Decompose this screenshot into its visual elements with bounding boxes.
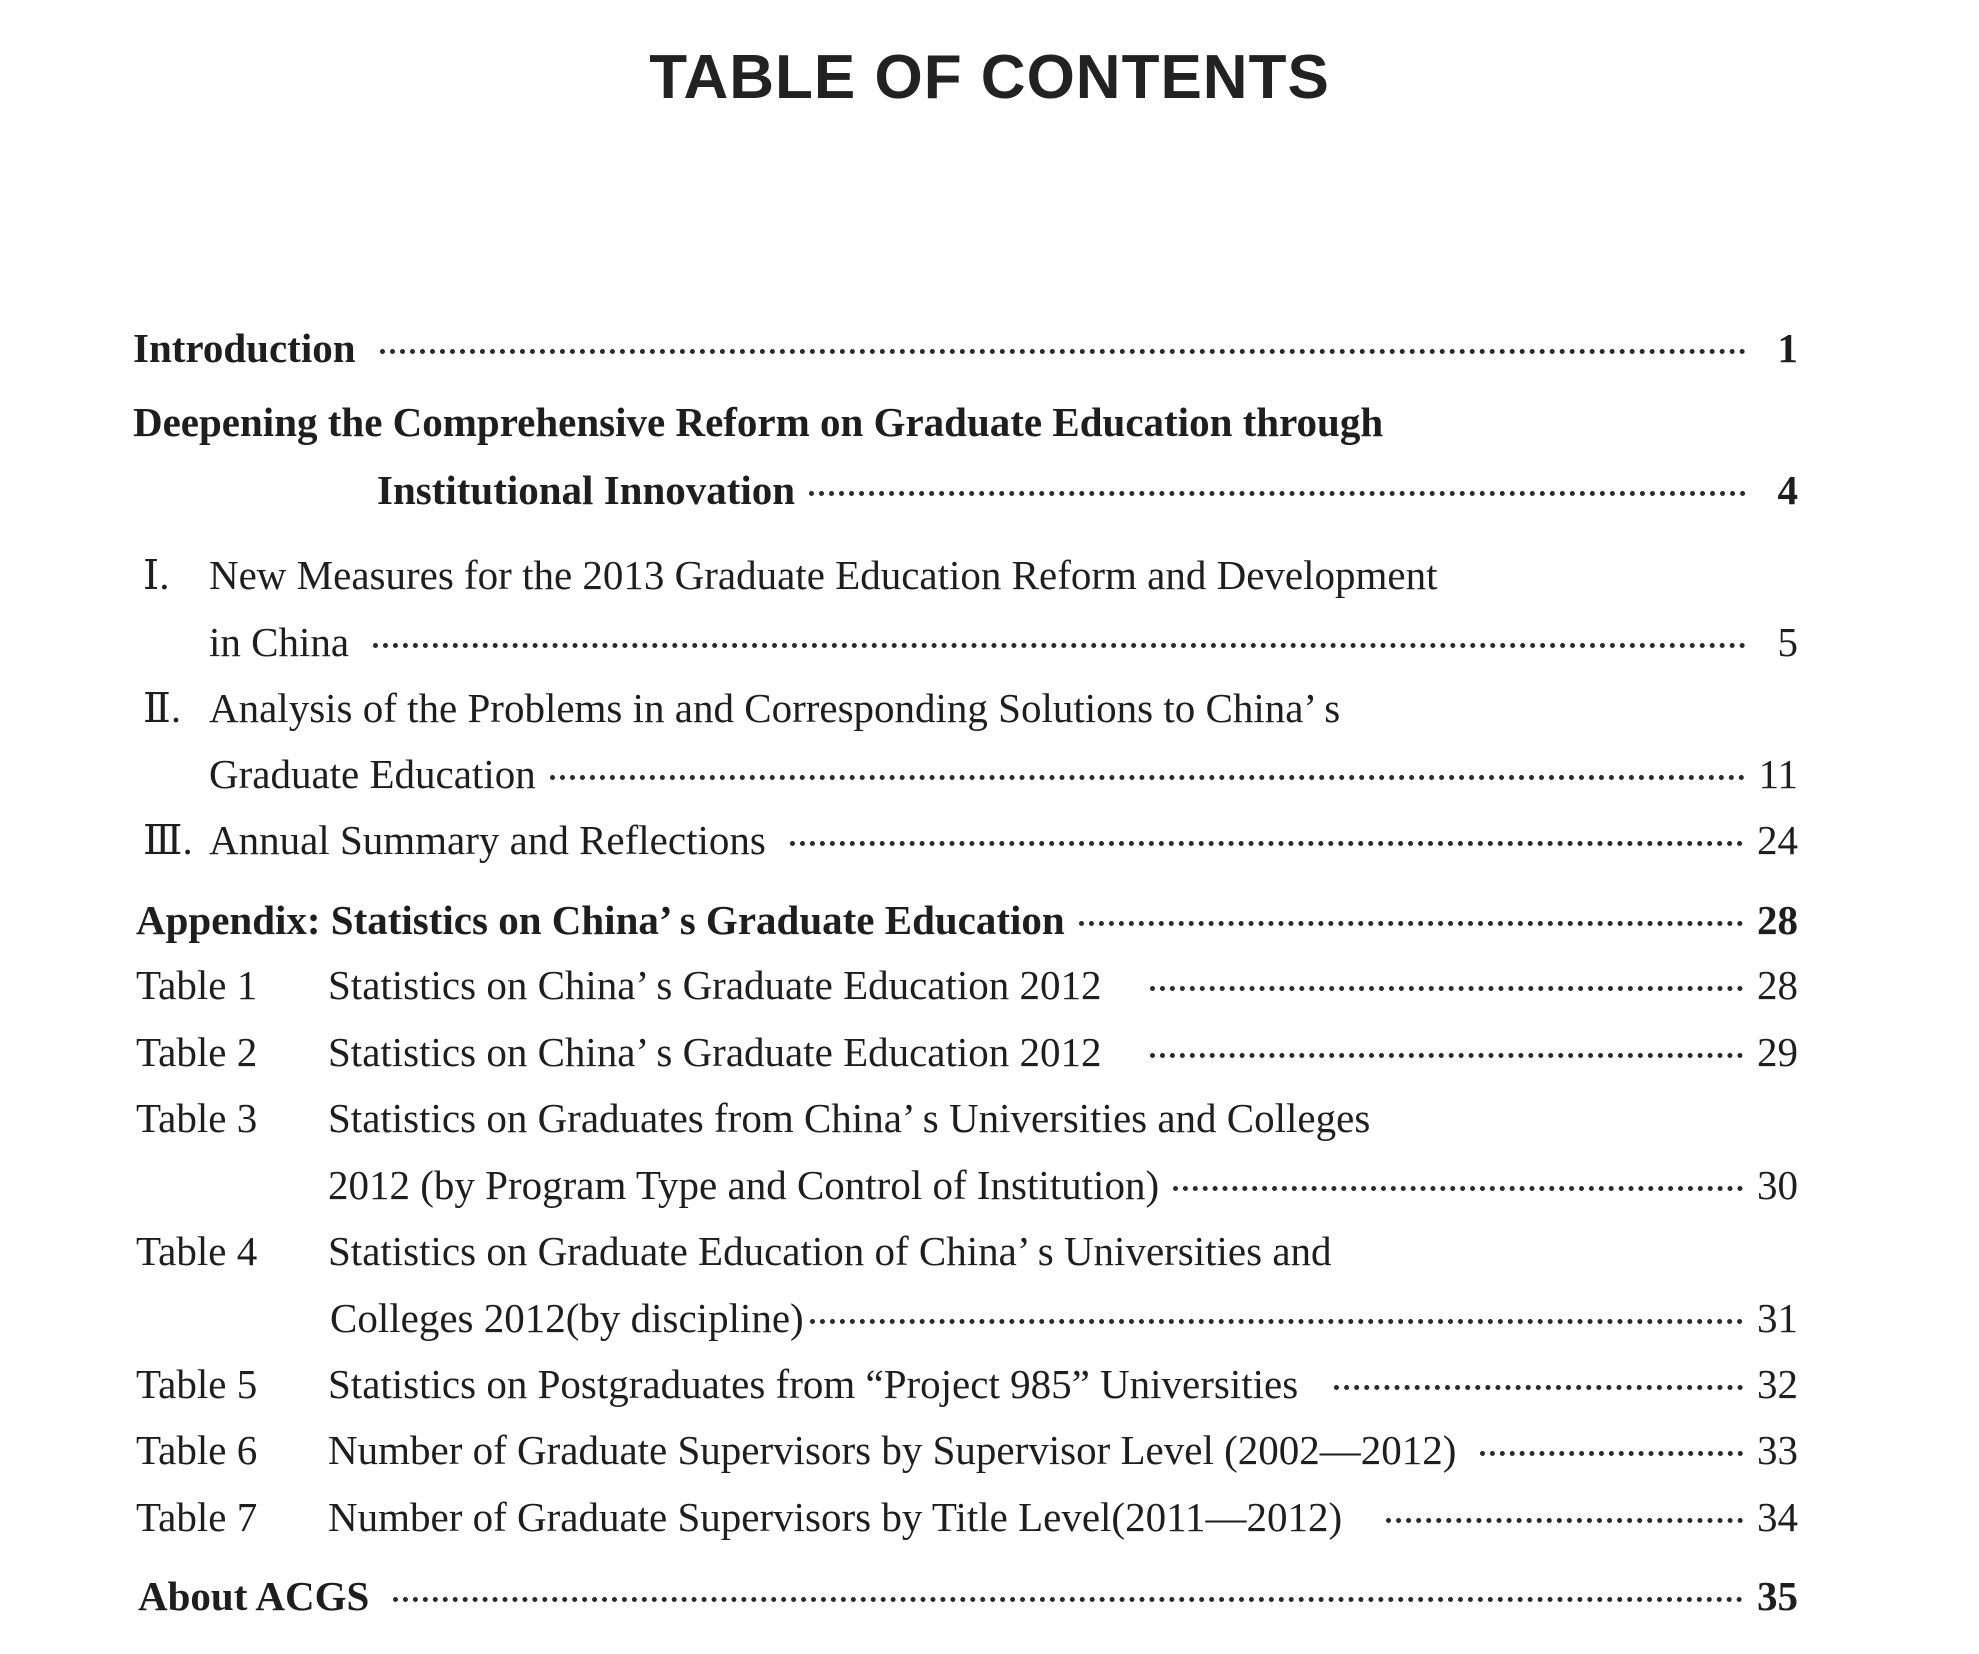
section-numeral: Ⅲ. bbox=[143, 817, 193, 863]
table-label: Table 7 bbox=[136, 1494, 258, 1540]
dot-leader bbox=[810, 1319, 1743, 1324]
toc-entry-table4-line2 bbox=[330, 1296, 1798, 1341]
page-number: 31 bbox=[1757, 1295, 1798, 1341]
dot-leader bbox=[1173, 1186, 1743, 1191]
section-numeral: Ⅱ. bbox=[143, 685, 182, 731]
entry-text: 2012 (by Program Type and Control of Institution) bbox=[328, 1162, 1160, 1208]
toc-entry-appendix bbox=[136, 898, 1798, 943]
toc-entry-section3 bbox=[143, 818, 1798, 863]
page-number: 33 bbox=[1757, 1427, 1798, 1473]
page-number: 32 bbox=[1757, 1361, 1798, 1407]
dot-leader bbox=[1079, 921, 1743, 926]
table-label: Table 1 bbox=[136, 962, 258, 1008]
toc-entry-table6 bbox=[136, 1428, 1798, 1473]
toc-entry-section1-line1 bbox=[143, 553, 1437, 598]
section-numeral: Ⅰ. bbox=[143, 552, 170, 598]
toc-entry-table2 bbox=[136, 1030, 1798, 1075]
page-number: 30 bbox=[1757, 1162, 1798, 1208]
toc-entry-table3-line1 bbox=[136, 1096, 1370, 1141]
entry-text: Appendix: Statistics on China’ s Graduate Education bbox=[136, 897, 1065, 943]
dot-leader bbox=[1150, 986, 1743, 991]
entry-text: New Measures for the 2013 Graduate Education Reform and Development bbox=[209, 552, 1438, 598]
entry-text: Deepening the Comprehensive Reform on Graduate Education through bbox=[133, 399, 1384, 445]
dot-leader bbox=[393, 1597, 1743, 1602]
table-label: Table 3 bbox=[136, 1095, 258, 1141]
table-label: Table 2 bbox=[136, 1029, 258, 1075]
toc-entry-table3-line2 bbox=[328, 1163, 1798, 1208]
dot-leader bbox=[1386, 1518, 1743, 1523]
entry-text: Statistics on China’ s Graduate Education 2012 bbox=[328, 962, 1102, 1008]
page-number: 28 bbox=[1757, 897, 1798, 943]
page-number: 28 bbox=[1757, 962, 1798, 1008]
entry-text: Statistics on Graduates from China’ s Universities and Colleges bbox=[328, 1095, 1371, 1141]
entry-text: Institutional Innovation bbox=[377, 467, 796, 513]
toc-entry-table5 bbox=[136, 1362, 1798, 1407]
toc-entry-table1 bbox=[136, 963, 1798, 1008]
toc-entry-deepening-line1 bbox=[133, 400, 1383, 445]
page-number: 24 bbox=[1757, 817, 1798, 863]
table-label: Table 6 bbox=[136, 1427, 258, 1473]
dot-leader bbox=[1480, 1451, 1743, 1456]
dot-leader bbox=[809, 491, 1746, 496]
entry-text: Analysis of the Problems in and Corresponding Solutions to China’ s bbox=[209, 685, 1341, 731]
entry-text: Number of Graduate Supervisors by Supervisor Level (2002—2012) bbox=[328, 1427, 1457, 1473]
toc-entry-table7 bbox=[136, 1495, 1798, 1540]
dot-leader bbox=[550, 775, 1745, 780]
entry-text: Statistics on Graduate Education of China’ s Universities and bbox=[328, 1228, 1332, 1274]
toc-entry-table4-line1 bbox=[136, 1229, 1332, 1274]
page-number: 1 bbox=[1777, 325, 1798, 371]
entry-text: in China bbox=[209, 619, 350, 665]
dot-leader bbox=[1334, 1385, 1743, 1390]
entry-text: Statistics on China’ s Graduate Education 2012 bbox=[328, 1029, 1102, 1075]
entry-text: Graduate Education bbox=[209, 751, 536, 797]
toc-entry-section1-line2 bbox=[209, 620, 1798, 665]
entry-text: Colleges 2012(by discipline) bbox=[330, 1295, 804, 1341]
dot-leader bbox=[380, 349, 1746, 354]
table-label: Table 5 bbox=[136, 1361, 258, 1407]
table-label: Table 4 bbox=[136, 1228, 258, 1274]
page-number: 34 bbox=[1757, 1494, 1798, 1540]
toc-entry-section2-line2 bbox=[209, 752, 1798, 797]
page-number: 4 bbox=[1777, 467, 1798, 513]
entry-text: Annual Summary and Reflections bbox=[209, 817, 766, 863]
toc-entry-deepening-line2 bbox=[377, 468, 1798, 513]
dot-leader bbox=[1150, 1053, 1743, 1058]
entry-text: Introduction bbox=[133, 325, 356, 371]
entry-text: Statistics on Postgraduates from “Project 985” Universities bbox=[328, 1361, 1299, 1407]
page-title: TABLE OF CONTENTS bbox=[649, 43, 1330, 112]
page-number: 11 bbox=[1758, 751, 1798, 797]
page-number: 35 bbox=[1757, 1573, 1798, 1619]
dot-leader bbox=[790, 841, 1743, 846]
page-number: 29 bbox=[1757, 1029, 1798, 1075]
entry-text: About ACGS bbox=[138, 1573, 370, 1619]
toc-entry-about bbox=[138, 1574, 1798, 1619]
dot-leader bbox=[373, 643, 1746, 648]
page-number: 5 bbox=[1777, 619, 1798, 665]
toc-entry-section2-line1 bbox=[143, 686, 1340, 731]
entry-text: Number of Graduate Supervisors by Title Level(2011—2012) bbox=[328, 1494, 1343, 1540]
toc-entry-introduction bbox=[133, 326, 1798, 371]
